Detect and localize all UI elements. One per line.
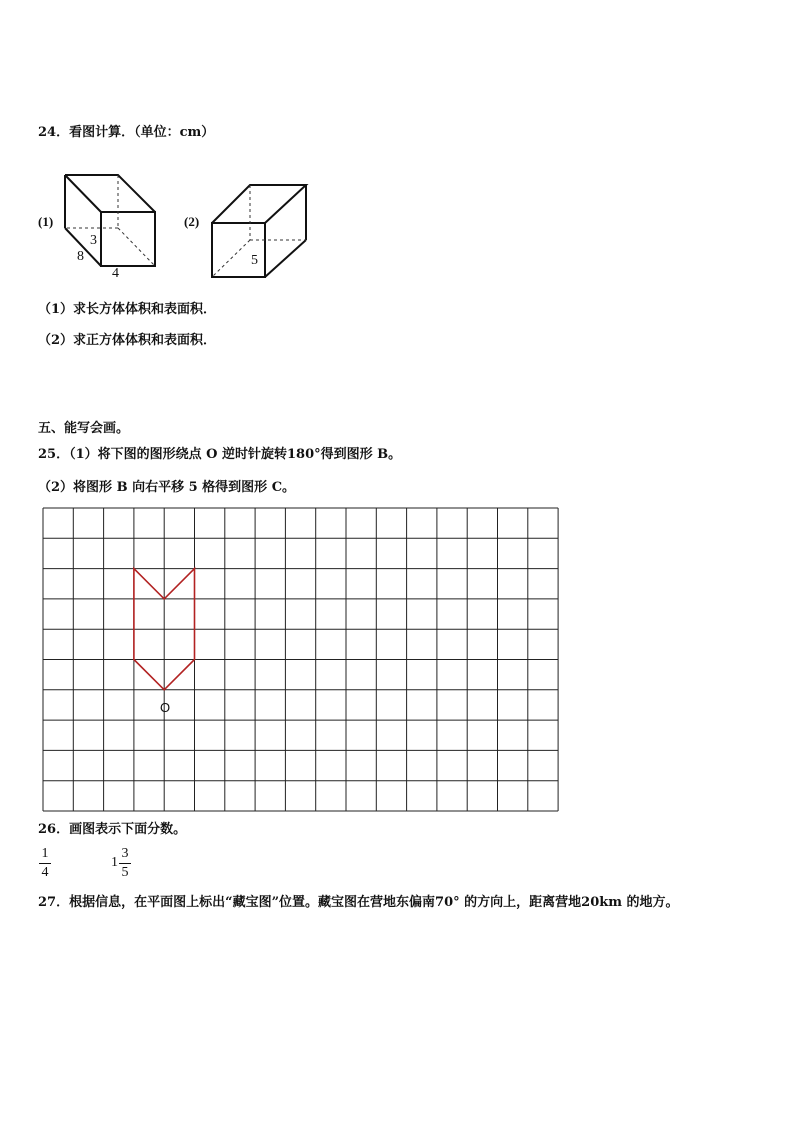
figure2-label: (2) xyxy=(184,214,200,229)
q25-title: 25．（1）将下图的图形绕点 O 逆时针旋转180°得到图形 B。 xyxy=(38,447,402,462)
fraction-1-denominator: 4 xyxy=(41,865,49,880)
cuboid-height-label: 3 xyxy=(90,233,97,248)
fraction-2-denominator: 5 xyxy=(121,865,129,880)
q24-title: 24．看图计算．（单位：cm） xyxy=(38,125,215,140)
cuboid-length-label: 4 xyxy=(112,266,119,281)
fraction-2-numerator: 3 xyxy=(121,846,129,861)
point-o-label: O xyxy=(160,700,171,715)
q26-title: 26．画图表示下面分数。 xyxy=(38,822,187,837)
section-5-title: 五、能写会画。 xyxy=(38,421,130,436)
mixed-number-whole: 1 xyxy=(111,855,118,870)
figure1-label: (1) xyxy=(38,214,54,229)
cube-edge-label: 5 xyxy=(251,253,258,268)
q24-subquestion-1: （1）求长方体体积和表面积． xyxy=(38,302,217,317)
fraction-one-quarter xyxy=(39,846,51,881)
q27-title: 27．根据信息，在平面图上标出“藏宝图”位置。藏宝图在营地东偏南70° 的方向上，距离营地20km 的地方。 xyxy=(38,895,679,910)
q25-subquestion-2: （2）将图形 B 向右平移 5 格得到图形 C。 xyxy=(38,480,296,495)
fraction-1-numerator: 1 xyxy=(41,846,49,861)
fraction-three-fifths xyxy=(119,846,131,881)
q24-subquestion-2: （2）求正方体体积和表面积． xyxy=(38,333,217,348)
cuboid-width-label: 8 xyxy=(77,249,84,264)
